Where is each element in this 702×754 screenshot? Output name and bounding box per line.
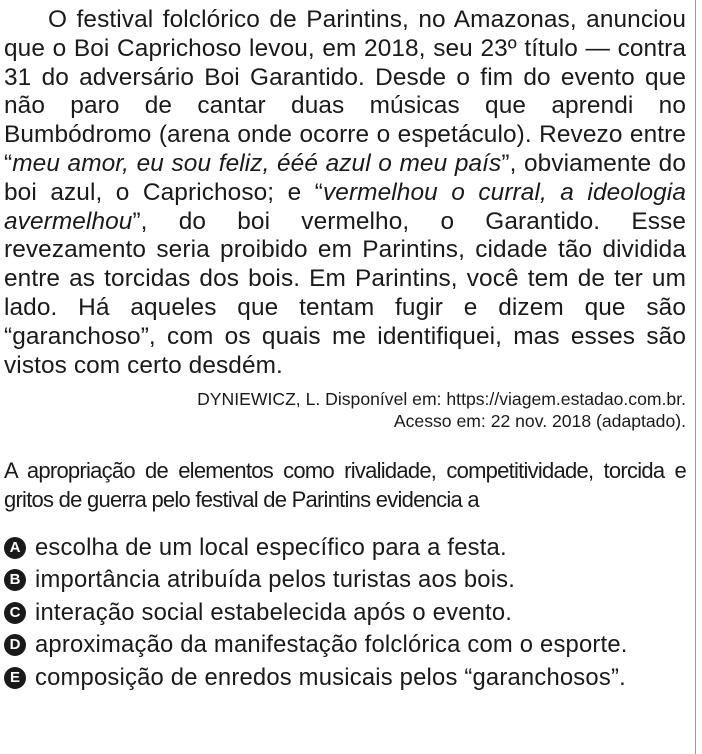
option-c-text: interação social estabelecida após o evento.: [35, 598, 513, 626]
option-b-text: importância atribuída pelos turistas aos bois.: [35, 566, 516, 594]
option-e-letter-badge: E: [4, 667, 26, 689]
option-e-text: composição de enredos musicais pelos “garanchosos”.: [35, 663, 626, 691]
option-e[interactable]: [4, 661, 694, 694]
passage-text-part-3: ”, do boi vermelho, o Garantido. Esse revezamento seria proibido em Parintins, cidade tão dividida entre as torcidas dos bois. Em Parintins, você tem de ter um lado. Há aqueles que tentam fugir e dizem que são “garanchoso”, com os quais me identifiquei, mas esses são vistos com certo desdém.: [4, 207, 686, 379]
page-edge-rule: [695, 0, 696, 754]
text-passage: [4, 6, 686, 380]
option-a-text: escolha de um local específico para a festa.: [35, 533, 507, 561]
option-b-letter-badge: B: [4, 569, 26, 591]
option-d-text: aproximação da manifestação folclórica com o esporte.: [35, 631, 628, 659]
option-a-letter-badge: A: [4, 537, 26, 559]
song-quote-caprichoso: meu amor, eu sou feliz, ééé azul o meu país: [12, 149, 502, 177]
option-c[interactable]: [4, 596, 694, 629]
option-c-letter-badge: C: [4, 602, 26, 624]
citation-line-2: Acesso em: 22 nov. 2018 (adaptado).: [393, 411, 686, 432]
option-a[interactable]: [4, 531, 694, 564]
source-citation: [4, 388, 686, 432]
song-quote-garantido: vermelhou o curral, a ideologia avermelhou: [4, 178, 686, 235]
citation-line-1: DYNIEWICZ, L. Disponível em: https://viagem.estadao.com.br.: [197, 389, 686, 410]
option-d[interactable]: [4, 629, 694, 662]
answer-options: [4, 531, 694, 694]
option-d-letter-badge: D: [4, 634, 26, 656]
passage-text-part-1: O festival folclórico de Parintins, no Amazonas, anunciou que o Boi Caprichoso levou, em 2018, seu 23º título — contra 31 do adversário Boi Garantido. Desde o fim do evento que não paro de cantar duas músicas que aprendi no Bumbódromo (arena onde ocorre o espetáculo). Revezo entre “: [4, 6, 686, 177]
question-stem: A apropriação de elementos como rivalidade, competitividade, torcida e gritos de guerra pelo festival de Parintins evidencia a: [4, 458, 686, 513]
option-b[interactable]: [4, 564, 694, 597]
passage-text-part-2: ”, obviamente do boi azul, o Caprichoso; e “: [4, 149, 687, 206]
